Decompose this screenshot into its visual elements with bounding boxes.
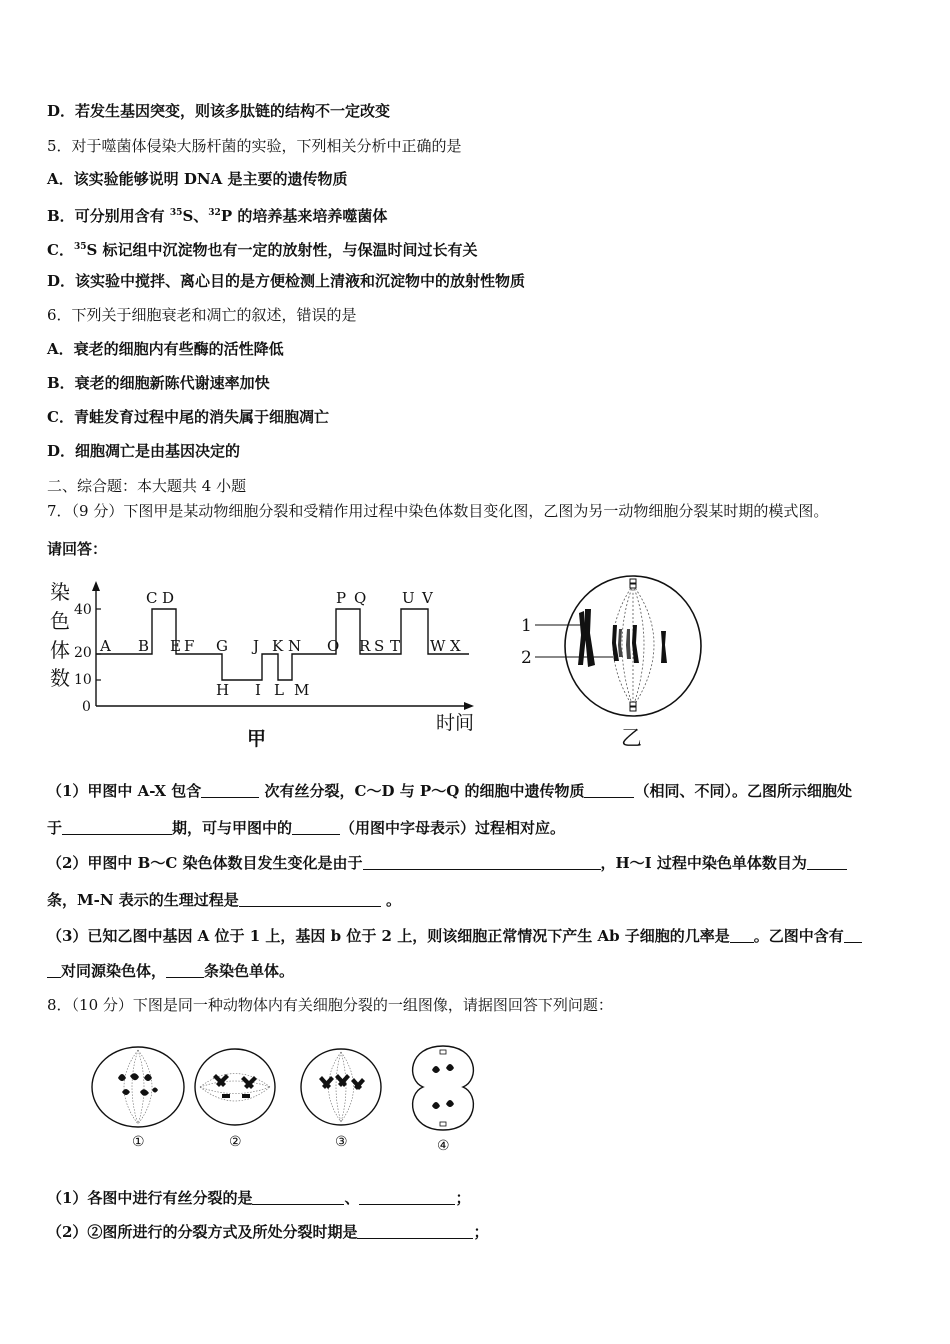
q8-p1-text: 、	[344, 1189, 360, 1207]
point-letter: O	[327, 637, 340, 655]
cell-3	[301, 1049, 381, 1125]
x-axis-arrow	[464, 702, 474, 710]
point-letter: U	[402, 589, 415, 607]
q7-p1-text: 于	[47, 819, 63, 837]
q6-option-c: C．青蛙发育过程中尾的消失属于细胞凋亡	[47, 408, 329, 426]
q7-part3-line2	[47, 961, 294, 981]
answer-blank[interactable]	[807, 855, 847, 870]
point-letter: J	[253, 637, 260, 655]
q7-p3-text: 条染色单体。	[204, 962, 295, 980]
q5-stem: 5．对于噬菌体侵染大肠杆菌的实验，下列相关分析中正确的是	[47, 137, 462, 155]
answer-blank[interactable]	[730, 928, 754, 943]
q7-p3-text: （3）已知乙图中基因 A 位于 1 上，基因 b 位于 2 上，则该细胞正常情况下产生 Ab 子细胞的几率是	[47, 927, 730, 945]
point-letter: B	[138, 637, 150, 655]
answer-blank[interactable]	[357, 1224, 473, 1239]
section-heading: 二、综合题：本大题共 4 小题	[47, 477, 247, 495]
q4-option-d: D．若发生基因突变，则该多肽链的结构不一定改变	[47, 102, 391, 120]
chromosome-label-1: 1	[521, 616, 532, 636]
y-label-char: 染	[50, 580, 70, 604]
q7-p3-text: 。乙图中含有	[753, 927, 844, 945]
point-letter: S	[374, 637, 385, 655]
answer-blank[interactable]	[201, 783, 259, 798]
q8-part2	[47, 1222, 488, 1242]
q5-b-pre: B．可分别用含有	[47, 207, 170, 225]
q6-stem: 6．下列关于细胞衰老和凋亡的叙述，错误的是	[47, 306, 357, 324]
q5-b-mid: S、	[182, 207, 209, 225]
answer-blank[interactable]	[47, 963, 61, 978]
point-letter: I	[255, 681, 261, 699]
q5-option-c	[47, 237, 478, 260]
cell-2	[195, 1049, 275, 1125]
answer-blank[interactable]	[584, 783, 634, 798]
sulfur-mass-number: 35	[73, 242, 87, 252]
point-letter: T	[390, 637, 401, 655]
point-letters-40	[146, 589, 434, 607]
point-letter: L	[274, 681, 284, 699]
point-letter: G	[216, 637, 228, 655]
q7-stem: 7．（9 分）下图甲是某动物细胞分裂和受精作用过程中染色体数目变化图，乙图为另一动物细胞分裂某时期的模式图。	[47, 502, 829, 520]
x-axis-label: 时间	[436, 712, 475, 734]
point-letter: X	[450, 637, 461, 655]
y-tick-label: 10	[74, 672, 92, 688]
q7-p2-text: 条，M-N 表示的生理过程是	[47, 891, 239, 909]
y-label-char: 数	[50, 666, 70, 690]
point-letters-20	[99, 637, 461, 655]
figure-caption-jia: 甲	[247, 728, 267, 750]
answer-blank[interactable]	[363, 855, 601, 870]
figure-q8-cells	[88, 1040, 488, 1160]
q7-p1-text: 期，可与甲图中的	[172, 819, 293, 837]
cell-1	[92, 1047, 184, 1127]
q7-p2-text: ，H～I 过程中染色单体数目为	[600, 854, 807, 872]
point-letter: V	[422, 589, 433, 607]
point-letter: N	[288, 637, 302, 655]
y-label-char: 体	[50, 638, 70, 662]
chromosome-label-2: 2	[521, 648, 532, 668]
q7-stem-continued: 请回答：	[47, 540, 108, 558]
q8-p1-text: ；	[455, 1189, 471, 1207]
q7-p1-text: （相同、不同）。乙图所示细胞处	[634, 782, 852, 800]
q6-option-b: B．衰老的细胞新陈代谢速率加快	[47, 374, 270, 392]
point-letter: D	[162, 589, 175, 607]
y-tick-label: 0	[82, 699, 91, 715]
answer-blank[interactable]	[844, 928, 862, 943]
q5-c-post: S 标记组中沉淀物也有一定的放射性，与保温时间过长有关	[86, 241, 478, 259]
label-pointers	[535, 625, 613, 657]
answer-blank[interactable]	[252, 1190, 344, 1205]
point-letter: F	[184, 637, 195, 655]
point-letter: M	[294, 681, 310, 699]
q5-b-post: P 的培养基来培养噬菌体	[220, 207, 388, 225]
point-letter: C	[146, 589, 158, 607]
q7-part2-line1	[47, 853, 847, 873]
figure-yi-cell	[515, 573, 715, 753]
q6-option-d: D．细胞凋亡是由基因决定的	[47, 442, 241, 460]
answer-blank[interactable]	[62, 820, 172, 835]
q5-option-b	[47, 203, 387, 226]
point-letter: H	[216, 681, 230, 699]
q8-p2-text: ；	[473, 1223, 489, 1241]
answer-blank[interactable]	[292, 820, 340, 835]
q7-part2-line2	[47, 890, 401, 910]
q7-p2-text: 。	[380, 891, 401, 909]
point-letter: W	[430, 637, 446, 655]
answer-blank[interactable]	[359, 1190, 455, 1205]
point-letters-10	[216, 681, 309, 699]
q7-p1-text: （用图中字母表示）过程相对应。	[340, 819, 566, 837]
q7-p1-text: （1）甲图中 A-X 包含	[47, 782, 202, 800]
figure-caption-yi: 乙	[621, 726, 642, 750]
point-letter: K	[272, 637, 284, 655]
point-letter: A	[100, 637, 111, 655]
answer-blank[interactable]	[166, 963, 204, 978]
cell-number-label: ③	[335, 1134, 348, 1150]
phosphorus-mass-number: 32	[208, 208, 221, 218]
figure-jia-chart	[44, 573, 484, 753]
q6-option-a: A．衰老的细胞内有些酶的活性降低	[47, 340, 284, 358]
q8-stem: 8．（10 分）下图是同一种动物体内有关细胞分裂的一组图像，请据图回答下列问题：	[47, 996, 613, 1014]
y-tick-label: 20	[74, 645, 92, 661]
y-tick-label: 40	[74, 602, 92, 618]
q7-p3-text: 对同源染色体，	[61, 962, 167, 980]
q7-p1-text: 次有丝分裂，C～D 与 P～Q 的细胞中遗传物质	[259, 782, 585, 800]
point-letter: P	[336, 589, 347, 607]
y-label-char: 色	[50, 609, 70, 633]
cell-number-label: ②	[229, 1134, 242, 1150]
answer-blank[interactable]	[239, 892, 381, 907]
cell-number-label: ①	[132, 1134, 145, 1150]
q5-c-pre: C．	[47, 241, 74, 259]
q7-part1-line2	[47, 818, 565, 838]
q5-option-d: D．该实验中搅拌、离心目的是方便检测上清液和沉淀物中的放射性物质	[47, 272, 526, 290]
cell-number-label: ④	[437, 1138, 450, 1154]
point-letter: E	[170, 637, 181, 655]
q5-option-a: A．该实验能够说明 DNA 是主要的遗传物质	[47, 170, 348, 188]
sulfur-mass-number: 35	[169, 208, 183, 218]
cell-4	[413, 1046, 474, 1130]
q7-p2-text: （2）甲图中 B～C 染色体数目发生变化是由于	[47, 854, 363, 872]
q8-p2-text: （2）②图所进行的分裂方式及所处分裂时期是	[47, 1223, 358, 1241]
y-axis-arrow	[92, 581, 100, 591]
q7-part3-line1	[47, 926, 862, 946]
q8-part1	[47, 1188, 470, 1208]
point-letter: R	[359, 637, 371, 655]
q7-part1-line1	[47, 781, 852, 801]
q8-p1-text: （1）各图中进行有丝分裂的是	[47, 1189, 253, 1207]
point-letter: Q	[354, 589, 367, 607]
